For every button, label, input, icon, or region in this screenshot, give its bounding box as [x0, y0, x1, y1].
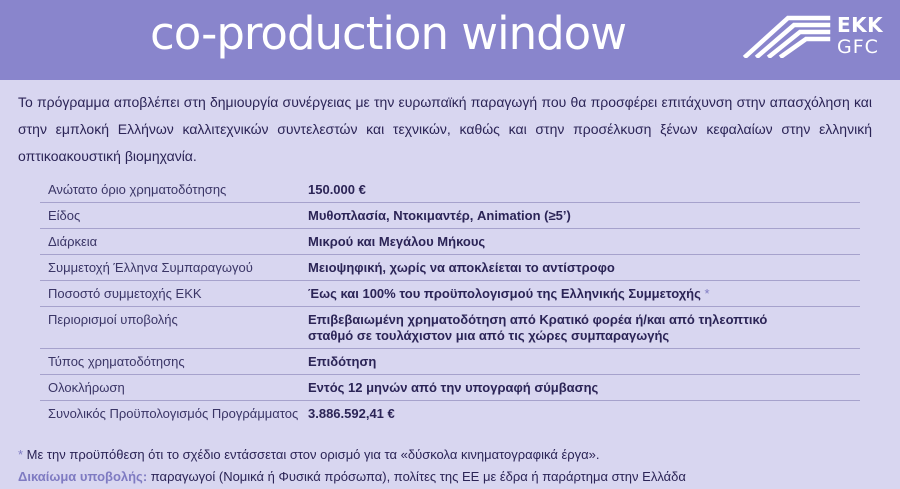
eligibility-note — [18, 469, 686, 485]
intro-paragraph: Το πρόγραμμα αποβλέπει στη δημιουργία συνέργειας με την ευρωπαϊκή παραγωγή που θα προσφέρει επιτάχυνση στην απασχόληση και στην εμπλοκή Ελλήνων καλλιτεχνικών συντελεστών και τεχνικών, καθώς και στην προσέλκυση ξένων κεφαλαίων στην ελληνική οπτικοακουστική βιομηχανία. — [18, 94, 872, 164]
ekk-gfc-logo[interactable] — [742, 12, 892, 62]
eligibility-label: Δικαίωμα υποβολής: — [18, 469, 148, 484]
row-label: Είδος — [48, 208, 81, 223]
row-value: 150.000 € — [308, 182, 366, 197]
row-label: Συνολικός Προϋπολογισμός Προγράμματος — [48, 406, 299, 421]
row-label: Τύπος χρηματοδότησης — [48, 354, 185, 369]
row-value: Εντός 12 μηνών από την υπογραφή σύμβασης — [308, 380, 599, 395]
table-row — [40, 401, 860, 426]
row-value — [308, 281, 860, 306]
row-value: Επιδότηση — [308, 354, 377, 369]
footnote-marker: * — [704, 286, 710, 301]
row-value: Μυθοπλασία, Ντοκιμαντέρ, Animation (≥5’) — [308, 208, 571, 223]
row-value: 3.886.592,41 € — [308, 406, 395, 421]
footnote — [18, 447, 600, 463]
row-value-line: Επιβεβαιωμένη χρηματοδότηση από Κρατικό φορέα ή/και από τηλεοπτικό — [308, 312, 768, 327]
logo-stripes-icon — [742, 12, 832, 58]
table-row — [40, 255, 860, 281]
row-label: Ποσοστό συμμετοχής ΕΚΚ — [48, 286, 202, 301]
program-details-table — [40, 177, 860, 426]
row-label: Ολοκλήρωση — [48, 380, 125, 395]
logo-text-ekk: EKK — [837, 13, 884, 37]
row-value: Μικρού και Μεγάλου Μήκους — [308, 234, 486, 249]
row-value: Μειοψηφική, χωρίς να αποκλείεται το αντίστροφο — [308, 260, 615, 275]
row-value-line: σταθμό σε τουλάχιστον μια από τις χώρες συμπαραγωγής — [308, 328, 670, 343]
table-row — [40, 281, 860, 307]
header-banner — [0, 0, 900, 80]
footnote-text: Με την προϋπόθεση ότι το σχέδιο εντάσσεται στον ορισμό για τα «δύσκολα κινηματογραφικά έργα». — [23, 447, 600, 462]
row-label: Περιορισμοί υποβολής — [48, 312, 178, 327]
page-title: co-production window — [149, 7, 626, 60]
row-label: Διάρκεια — [48, 234, 98, 249]
footnote-star: * — [18, 447, 24, 462]
table-row — [40, 229, 860, 255]
row-label: Ανώτατο όριο χρηματοδότησης — [48, 182, 227, 197]
logo-text-gfc: GFC — [837, 36, 879, 58]
table-row — [40, 375, 860, 401]
table-row — [40, 349, 860, 375]
row-value-text: Έως και 100% του προϋπολογισμού της Ελληνικής Συμμετοχής — [308, 286, 701, 301]
row-label: Συμμετοχή Έλληνα Συμπαραγωγού — [48, 260, 253, 275]
table-row — [40, 203, 860, 229]
table-row — [40, 307, 860, 349]
table-row — [40, 177, 860, 203]
row-value — [308, 307, 860, 348]
eligibility-text: παραγωγοί (Νομικά ή Φυσικά πρόσωπα), πολίτες της ΕΕ με έδρα ή παράρτημα στην Ελλάδα — [147, 469, 686, 484]
